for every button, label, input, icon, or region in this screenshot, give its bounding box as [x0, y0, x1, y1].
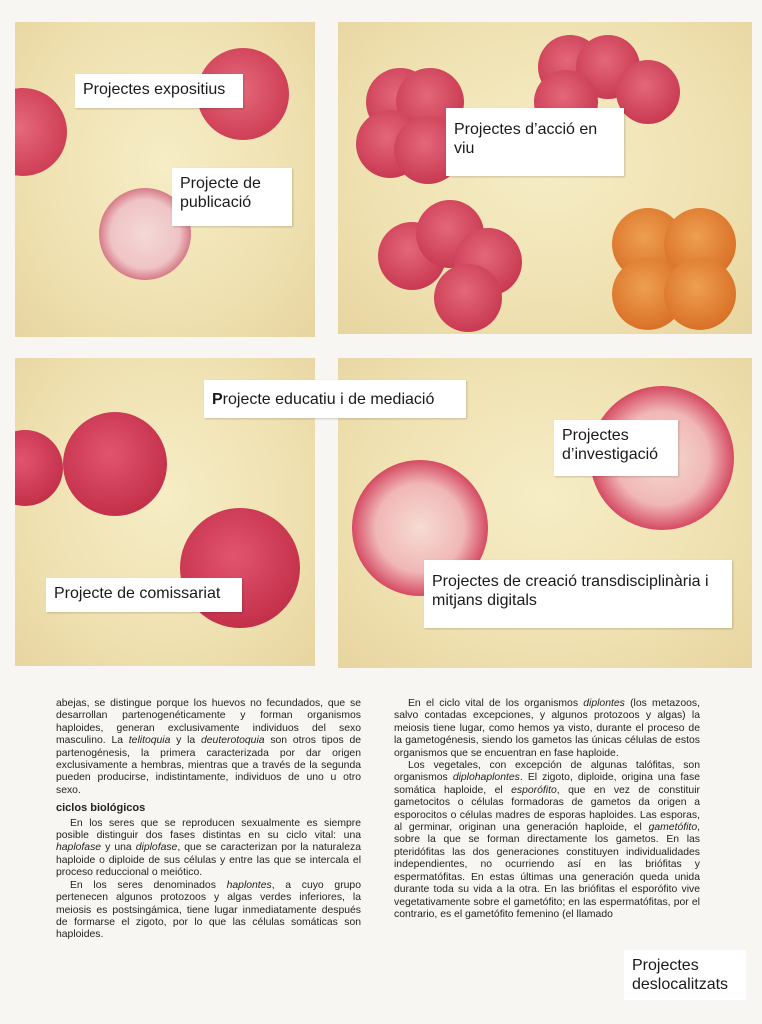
cell [15, 88, 67, 176]
label-projecte-educatiu: Projecte educatiu i de mediació [204, 380, 466, 418]
paragraph: En el ciclo vital de los organismos diplontes (los metazoos, salvo contadas excepciones, y algunos protozoos y algas) la meiosis tiene lugar, como hemos ya visto, durante el proceso de la gametogénesis, siendo los gametos las únicas células de estos organismos que se encuentran en fase haploide. [394, 698, 700, 759]
label-projectes-investigacio: Projectes d’investigació [554, 420, 678, 476]
tetrad-orange [612, 208, 736, 330]
text-column-left [56, 698, 361, 942]
paragraph: En los seres denominados haplontes, a cuyo grupo pertenecen algunos protozoos y algas verdes inferiores, la meiosis es postsingámica, tiene lugar inmediatamente después de formarse el zigoto, por lo que las células somáticas son haploides. [56, 879, 361, 941]
paragraph: abejas, se distingue porque los huevos no fecundados, que se desarrollan partenogenéticamente y forman organismos haploides, generan exclusivamente individuos del sexo masculino. La telitoquia y la deuterotoquia son otros tipos de partenogénesis, la primera caracterizada por dar origen exclusivamente a hembras, mientras que a través de la segunda pueden producirse, indistintamente, individuos de uno u otro sexo. [56, 698, 362, 796]
paragraph: Los vegetales, con excepción de algunas talófitas, son organismos diplohaplontes. El zigoto, diploide, origina una fase somática haploide, el esporófito, que en vez de constituir gametocitos o células formadoras de gametos da origen a esporocitos o células madres de esporas haploides. Las esporas, al germinar, originan una generación haploide, el gametófito, sobre la que se forman directamente los gametos. En las pteridófitas las dos generaciones constituyen individualidades independientes, no ocurriendo así en las briófitas y espermatófitas. En estas últimas una generación queda unida durante toda su vida a la otra. En las briófitas el esporófito vive vegetativamente sobre el gametófito; en las espermatófitas, por el contrario, es el gametófito femenino (el llamado [394, 760, 700, 920]
label-projectes-expositius: Projectes expositius [75, 74, 243, 108]
text-column-right [394, 698, 700, 921]
label-projectes-deslocalitzats: Projectes deslocalitzats [624, 950, 746, 1000]
cell [63, 412, 167, 516]
paragraph: En los seres que se reproducen sexualmente es siempre posible distinguir dos fases distintas en su ciclo vital: una haplofase y una diplofase, que se caracterizan por la naturaleza haploide o diploide de sus células y entre las que se intercala el proceso reduccional o meiótico. [56, 817, 361, 879]
label-projectes-accio-en-viu: Projectes d’acció en viu [446, 108, 624, 176]
micrograph-top-right [338, 22, 752, 334]
cell [15, 430, 63, 506]
tetrad-bottom-left [378, 200, 522, 332]
label-projecte-de-publicacio: Projecte de publicació [172, 168, 292, 226]
label-projecte-de-comissariat: Projecte de comissariat [46, 578, 242, 612]
section-heading: ciclos biológicos [56, 802, 146, 815]
label-projectes-creacio: Projectes de creació transdisciplinària i mitjans digitals [424, 560, 732, 628]
